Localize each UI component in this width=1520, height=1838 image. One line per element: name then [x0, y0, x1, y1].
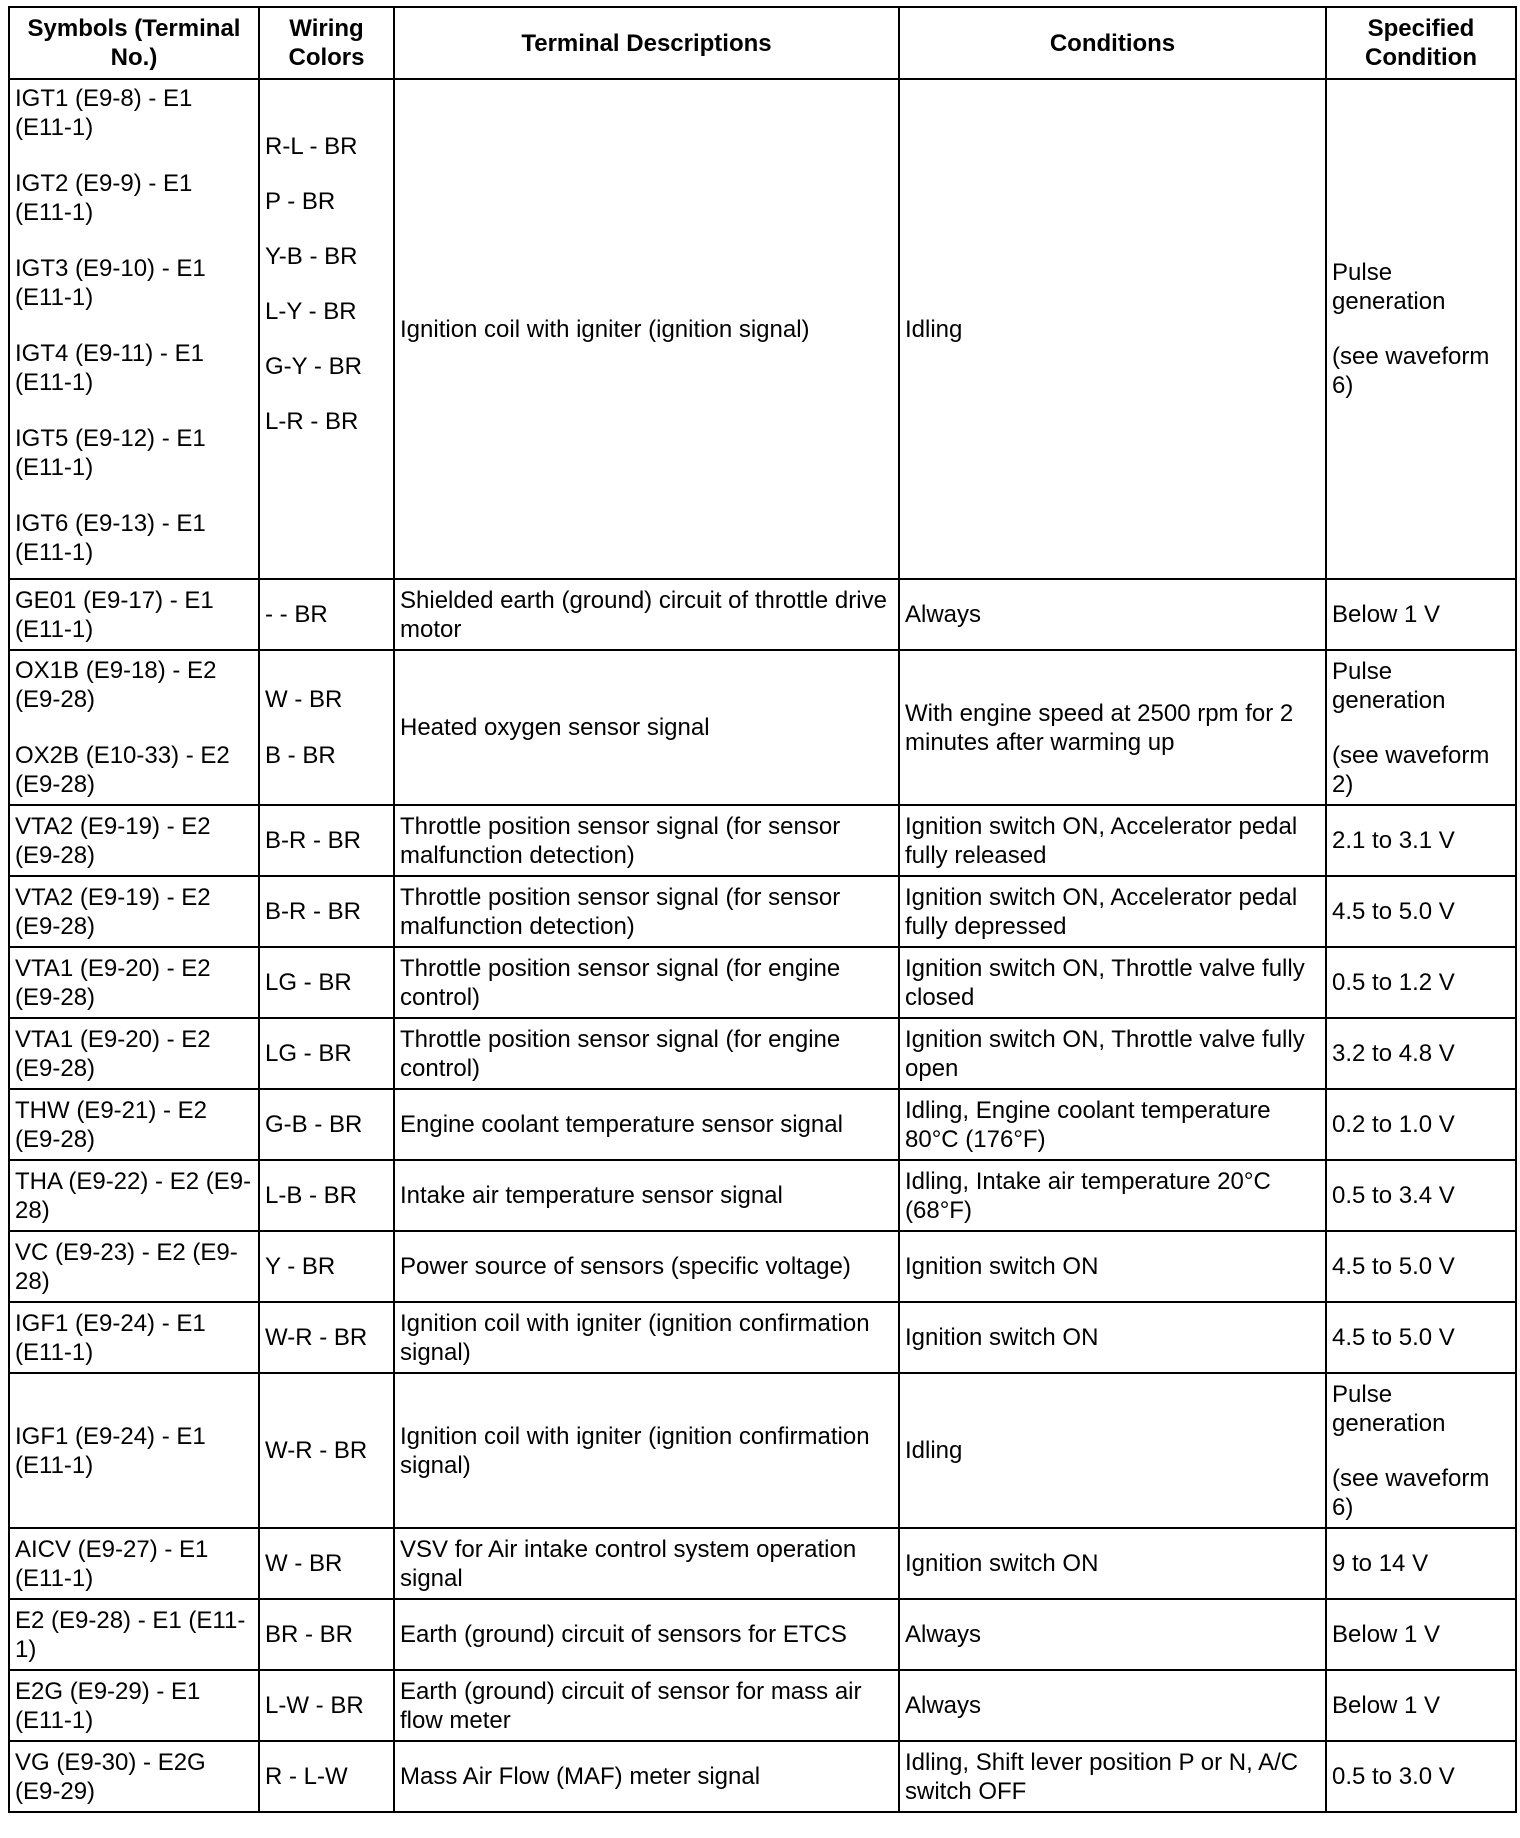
cell-description: Engine coolant temperature sensor signal: [394, 1089, 899, 1160]
header-wiring-colors: Wiring Colors: [259, 7, 394, 79]
cell-condition: Ignition switch ON, Accelerator pedal fully released: [899, 805, 1326, 876]
symbol-ox2b: OX2B (E10-33) - E2 (E9-28): [15, 742, 230, 798]
header-specified-condition: Specified Condition: [1326, 7, 1516, 79]
cell-wiring: L-B - BR: [259, 1160, 394, 1231]
table-row-igf1-idle: [9, 1373, 1516, 1528]
symbol-igt4: IGT4 (E9-11) - E1 (E11-1): [15, 340, 204, 396]
cell-wiring: LG - BR: [259, 1018, 394, 1089]
cell-description: Intake air temperature sensor signal: [394, 1160, 899, 1231]
table-row: [9, 1302, 1516, 1373]
cell-wiring: L-W - BR: [259, 1670, 394, 1741]
cell-spec-ge01: Below 1 V: [1326, 579, 1516, 650]
table-row: [9, 1089, 1516, 1160]
cell-condition-ge01: Always: [899, 579, 1326, 650]
ecu-terminal-table-container: [8, 6, 1517, 1813]
table-row: [9, 805, 1516, 876]
cell-symbol-igf1-idle: IGF1 (E9-24) - E1 (E11-1): [9, 1373, 259, 1528]
cell-wiring: B-R - BR: [259, 876, 394, 947]
cell-condition: Ignition switch ON, Throttle valve fully open: [899, 1018, 1326, 1089]
cell-description: Power source of sensors (specific voltage): [394, 1231, 899, 1302]
cell-symbol: VTA2 (E9-19) - E2 (E9-28): [9, 805, 259, 876]
cell-wiring: B-R - BR: [259, 805, 394, 876]
cell-condition-igf1-idle: Idling: [899, 1373, 1326, 1528]
wiring-igt1: R-L - BR: [265, 133, 358, 160]
symbol-igt5: IGT5 (E9-12) - E1 (E11-1): [15, 425, 206, 481]
header-conditions: Conditions: [899, 7, 1326, 79]
cell-wiring: W-R - BR: [259, 1302, 394, 1373]
symbol-ox1b: OX1B (E9-18) - E2 (E9-28): [15, 657, 217, 713]
cell-description-igf1-idle: Ignition coil with igniter (ignition confirmation signal): [394, 1373, 899, 1528]
cell-description-igt: Ignition coil with igniter (ignition signal): [394, 79, 899, 579]
cell-wiring: W - BR: [259, 1528, 394, 1599]
table-row-ox: [9, 650, 1516, 805]
symbol-igt1: IGT1 (E9-8) - E1 (E11-1): [15, 85, 193, 141]
table-row: [9, 1741, 1516, 1812]
cell-symbol: THA (E9-22) - E2 (E9-28): [9, 1160, 259, 1231]
spec-ox-line2: (see waveform 2): [1332, 741, 1490, 798]
table-row: [9, 1160, 1516, 1231]
cell-wiring: LG - BR: [259, 947, 394, 1018]
cell-symbol: VTA1 (E9-20) - E2 (E9-28): [9, 1018, 259, 1089]
table-row: [9, 947, 1516, 1018]
cell-condition: Always: [899, 1599, 1326, 1670]
cell-symbols-igt: [9, 79, 259, 579]
cell-symbol: E2G (E9-29) - E1 (E11-1): [9, 1670, 259, 1741]
cell-wiring: Y - BR: [259, 1231, 394, 1302]
ecu-terminal-table: [8, 6, 1517, 1813]
table-row: [9, 1599, 1516, 1670]
cell-condition: Ignition switch ON, Throttle valve fully closed: [899, 947, 1326, 1018]
cell-condition: Idling, Shift lever position P or N, A/C switch OFF: [899, 1741, 1326, 1812]
cell-description: Throttle position sensor signal (for engine control): [394, 1018, 899, 1089]
cell-symbol: VC (E9-23) - E2 (E9-28): [9, 1231, 259, 1302]
cell-wiring: R - L-W: [259, 1741, 394, 1812]
cell-description-ox: Heated oxygen sensor signal: [394, 650, 899, 805]
symbol-igt3: IGT3 (E9-10) - E1 (E11-1): [15, 255, 206, 311]
cell-description: Mass Air Flow (MAF) meter signal: [394, 1741, 899, 1812]
spec-ox-line1: Pulse generation: [1332, 657, 1446, 714]
cell-spec-ox: [1326, 650, 1516, 805]
cell-spec: 4.5 to 5.0 V: [1326, 876, 1516, 947]
cell-spec: 4.5 to 5.0 V: [1326, 1231, 1516, 1302]
cell-condition: Ignition switch ON: [899, 1302, 1326, 1373]
cell-spec: 0.5 to 1.2 V: [1326, 947, 1516, 1018]
symbol-igt6: IGT6 (E9-13) - E1 (E11-1): [15, 510, 206, 566]
cell-symbol-ge01: GE01 (E9-17) - E1 (E11-1): [9, 579, 259, 650]
table-row-igt: [9, 79, 1516, 579]
cell-spec: Below 1 V: [1326, 1599, 1516, 1670]
cell-symbol: VTA1 (E9-20) - E2 (E9-28): [9, 947, 259, 1018]
cell-condition: Ignition switch ON: [899, 1231, 1326, 1302]
cell-spec: 2.1 to 3.1 V: [1326, 805, 1516, 876]
cell-spec: 0.5 to 3.0 V: [1326, 1741, 1516, 1812]
wiring-igt2: P - BR: [265, 188, 336, 215]
cell-wiring-ox: [259, 650, 394, 805]
cell-condition-igt: Idling: [899, 79, 1326, 579]
header-terminal-descriptions: Terminal Descriptions: [394, 7, 899, 79]
cell-condition-ox: With engine speed at 2500 rpm for 2 minutes after warming up: [899, 650, 1326, 805]
cell-wiring-igf1-idle: W-R - BR: [259, 1373, 394, 1528]
cell-description: Earth (ground) circuit of sensor for mass air flow meter: [394, 1670, 899, 1741]
spec-igt-line1: Pulse generation: [1332, 259, 1446, 315]
cell-spec: 9 to 14 V: [1326, 1528, 1516, 1599]
cell-wiring: BR - BR: [259, 1599, 394, 1670]
cell-symbol: VTA2 (E9-19) - E2 (E9-28): [9, 876, 259, 947]
table-row: [9, 1670, 1516, 1741]
cell-spec: 4.5 to 5.0 V: [1326, 1302, 1516, 1373]
cell-symbols-ox: [9, 650, 259, 805]
symbol-igt2: IGT2 (E9-9) - E1 (E11-1): [15, 170, 193, 226]
table-row: [9, 876, 1516, 947]
cell-spec-igf1-idle: [1326, 1373, 1516, 1528]
cell-symbol: IGF1 (E9-24) - E1 (E11-1): [9, 1302, 259, 1373]
cell-description: Ignition coil with igniter (ignition confirmation signal): [394, 1302, 899, 1373]
cell-wiring-igt: [259, 79, 394, 579]
wiring-ox1b: W - BR: [265, 686, 343, 713]
cell-spec: 0.5 to 3.4 V: [1326, 1160, 1516, 1231]
wiring-igt3: Y-B - BR: [265, 243, 358, 270]
cell-symbol: E2 (E9-28) - E1 (E11-1): [9, 1599, 259, 1670]
cell-description: Throttle position sensor signal (for sensor malfunction detection): [394, 876, 899, 947]
cell-spec-igt: [1326, 79, 1516, 579]
cell-description: Earth (ground) circuit of sensors for ETCS: [394, 1599, 899, 1670]
table-row: [9, 1018, 1516, 1089]
cell-description: VSV for Air intake control system operation signal: [394, 1528, 899, 1599]
wiring-igt5: G-Y - BR: [265, 353, 362, 380]
cell-condition: Always: [899, 1670, 1326, 1741]
cell-spec: 3.2 to 4.8 V: [1326, 1018, 1516, 1089]
cell-wiring-ge01: - - BR: [259, 579, 394, 650]
cell-description: Throttle position sensor signal (for sensor malfunction detection): [394, 805, 899, 876]
cell-description: Throttle position sensor signal (for engine control): [394, 947, 899, 1018]
spec-igf1-line2: (see waveform 6): [1332, 1464, 1490, 1521]
cell-description-ge01: Shielded earth (ground) circuit of throttle drive motor: [394, 579, 899, 650]
spec-igt-line2: (see waveform 6): [1332, 343, 1490, 399]
cell-symbol: VG (E9-30) - E2G (E9-29): [9, 1741, 259, 1812]
cell-condition: Ignition switch ON, Accelerator pedal fully depressed: [899, 876, 1326, 947]
header-symbols: Symbols (Terminal No.): [9, 7, 259, 79]
cell-condition: Idling, Engine coolant temperature 80°C (176°F): [899, 1089, 1326, 1160]
wiring-igt4: L-Y - BR: [265, 298, 357, 325]
cell-wiring: G-B - BR: [259, 1089, 394, 1160]
table-row-ge01: [9, 579, 1516, 650]
spec-igf1-line1: Pulse generation: [1332, 1380, 1446, 1437]
wiring-igt6: L-R - BR: [265, 408, 359, 435]
table-row: [9, 1528, 1516, 1599]
cell-spec: 0.2 to 1.0 V: [1326, 1089, 1516, 1160]
cell-symbol: THW (E9-21) - E2 (E9-28): [9, 1089, 259, 1160]
cell-condition: Idling, Intake air temperature 20°C (68°F): [899, 1160, 1326, 1231]
cell-spec: Below 1 V: [1326, 1670, 1516, 1741]
wiring-ox2b: B - BR: [265, 742, 336, 769]
cell-condition: Ignition switch ON: [899, 1528, 1326, 1599]
header-row: [9, 7, 1516, 79]
cell-symbol: AICV (E9-27) - E1 (E11-1): [9, 1528, 259, 1599]
table-row: [9, 1231, 1516, 1302]
